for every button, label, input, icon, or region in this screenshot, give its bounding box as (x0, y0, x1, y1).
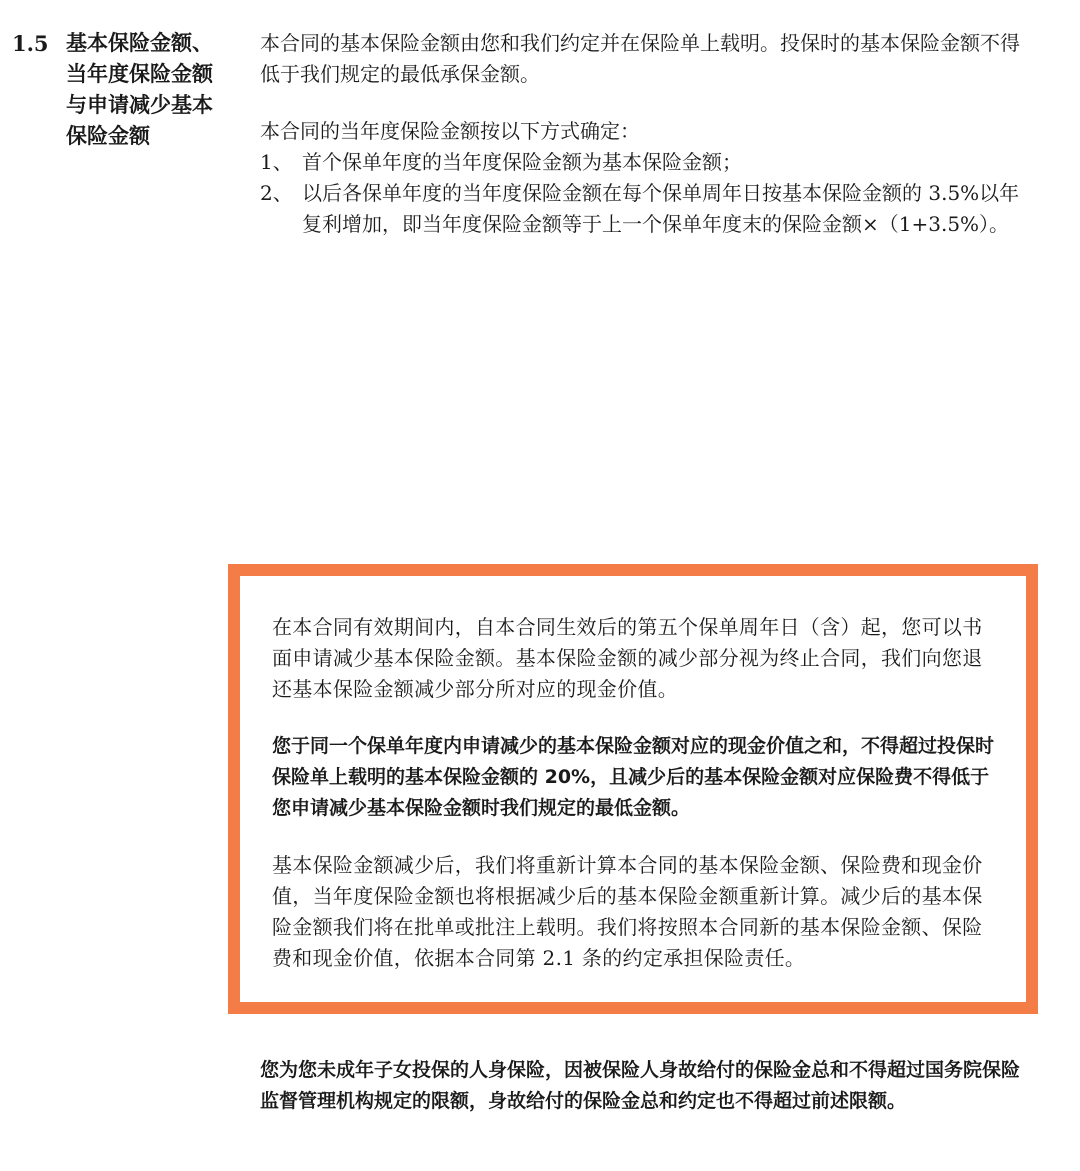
list-item (260, 178, 1020, 240)
highlight-content (272, 612, 996, 974)
reduction-recalculation-paragraph: 基本保险金额减少后，我们将重新计算本合同的基本保险金额、保险费和现金价值，当年度保险金额也将根据减少后的基本保险金额重新计算。减少后的基本保险金额我们将在批单或批注上载明。我们将按照本合同新的基本保险金额、保险费和现金价值，依据本合同第 2.1 条的约定承担保险责任。 (272, 853, 983, 970)
list-item-marker: 2、 (260, 181, 293, 205)
list-item-text: 以后各保单年度的当年度保险金额在每个保单周年日按基本保险金额的 3.5%以年复利增加，即当年度保险金额等于上一个保单年度末的保险金额×（1+3.5%）。 (302, 181, 1020, 236)
clause-body (260, 28, 1020, 240)
list-item-text: 首个保单年度的当年度保险金额为基本保险金额； (302, 150, 742, 174)
highlight-box (228, 564, 1038, 1014)
clause-intro-paragraph: 本合同的基本保险金额由您和我们约定并在保险单上载明。投保时的基本保险金额不得低于我们规定的最低承保金额。 (260, 31, 1020, 86)
clause-title: 基本保险金额、 当年度保险金额 与申请减少基本 保险金额 (66, 31, 213, 148)
minor-insurance-limit-paragraph: 您为您未成年子女投保的人身保险，因被保险人身故给付的保险金总和不得超过国务院保险监督管理机构规定的限额，身故给付的保险金总和约定也不得超过前述限额。 (260, 1059, 1021, 1112)
clause-number: 1.5 (12, 31, 49, 56)
list-item-marker: 1、 (260, 150, 293, 174)
list-item (260, 147, 1020, 178)
reduction-application-paragraph: 在本合同有效期间内，自本合同生效后的第五个保单周年日（含）起，您可以书面申请减少基本保险金额。基本保险金额的减少部分视为终止合同，我们向您退还基本保险金额减少部分所对应的现金价值。 (272, 615, 983, 701)
method-list (260, 147, 1020, 240)
reduction-limit-paragraph: 您于同一个保单年度内申请减少的基本保险金额对应的现金价值之和，不得超过投保时保险单上载明的基本保险金额的 20%，且减少后的基本保险金额对应保险费不得低于您申请减少基本保险金额时我们规定的最低金额。 (272, 735, 995, 819)
method-lead-paragraph: 本合同的当年度保险金额按以下方式确定： (260, 119, 640, 143)
